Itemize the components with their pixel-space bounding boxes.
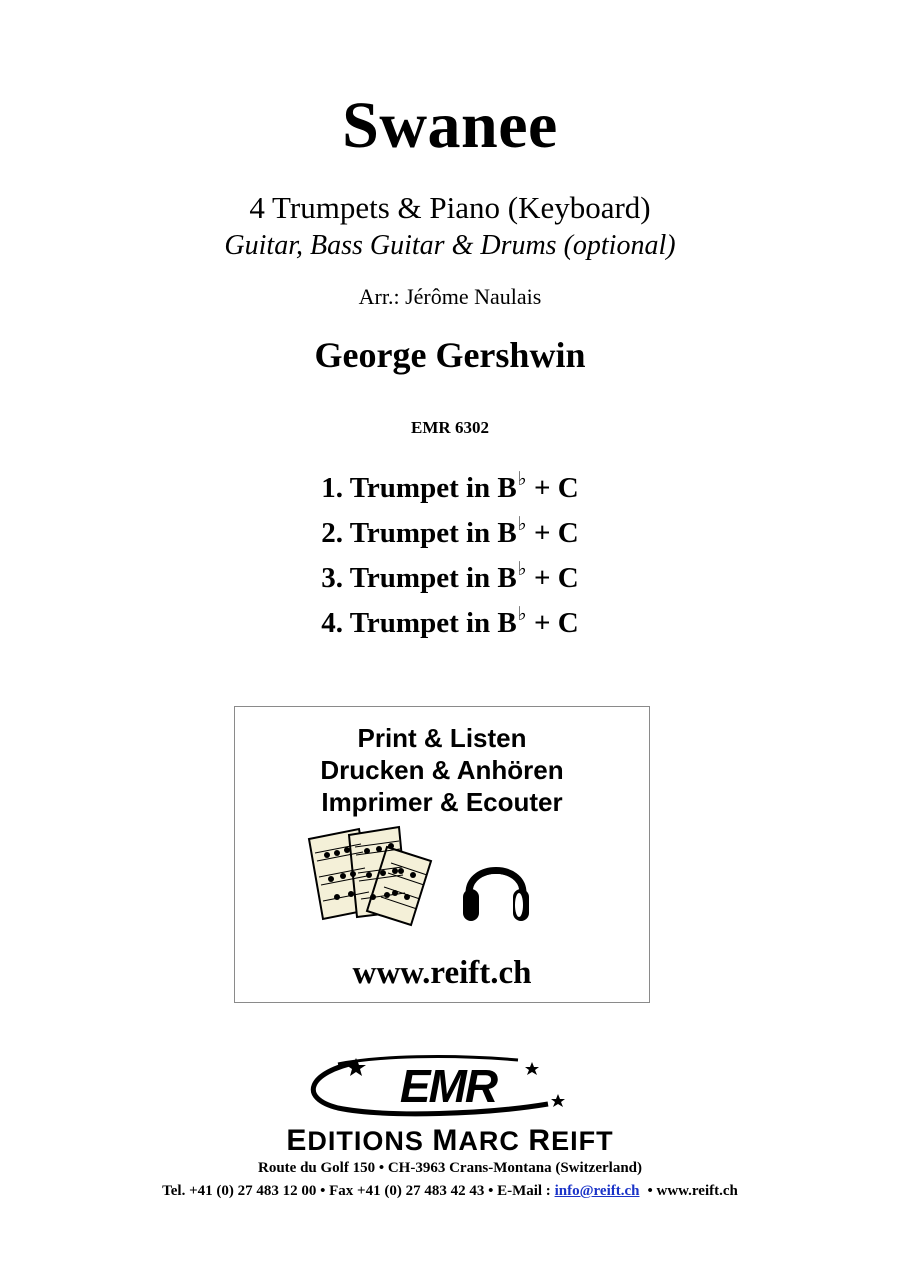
arranger-credit: Arr.: Jérôme Naulais <box>358 284 542 309</box>
piece-title: Swanee <box>342 89 558 162</box>
part-list-item: 2. Trumpet in B♭ + C <box>321 514 579 549</box>
print-listen-box[interactable] <box>234 706 650 1003</box>
publisher-contact <box>0 1183 900 1200</box>
promo-line-english: Print & Listen <box>357 723 527 753</box>
optional-instrumentation: Guitar, Bass Guitar & Drums (optional) <box>224 230 676 261</box>
phone-fax: Tel. +41 (0) 27 483 12 00 • Fax +41 (0) 27 483 42 43 • E-Mail : <box>162 1183 555 1199</box>
sheet-music-icon <box>307 825 437 929</box>
part-list-item: 4. Trumpet in B♭ + C <box>321 604 579 639</box>
publisher-name: EDITIONS MARC REIFT <box>286 1124 614 1157</box>
emr-logo-text: EMR <box>399 1060 497 1112</box>
publisher-address: Route du Golf 150 • CH-3963 Crans-Montana (Switzerland) <box>258 1160 642 1176</box>
website-text: • www.reift.ch <box>647 1183 738 1199</box>
email-link[interactable]: info@reift.ch <box>554 1183 640 1199</box>
part-list-item: 1. Trumpet in B♭ + C <box>321 469 579 504</box>
part-list-item: 3. Trumpet in B♭ + C <box>321 559 579 594</box>
promo-website-link[interactable]: www.reift.ch <box>352 955 532 991</box>
headphones-icon <box>461 849 531 925</box>
promo-line-french: Imprimer & Ecouter <box>321 787 563 817</box>
promo-line-german: Drucken & Anhören <box>320 755 564 785</box>
instrumentation: 4 Trumpets & Piano (Keyboard) <box>249 190 651 225</box>
catalog-number: EMR 6302 <box>411 418 489 437</box>
emr-logo <box>298 1052 578 1122</box>
composer-name: George Gershwin <box>314 335 586 375</box>
